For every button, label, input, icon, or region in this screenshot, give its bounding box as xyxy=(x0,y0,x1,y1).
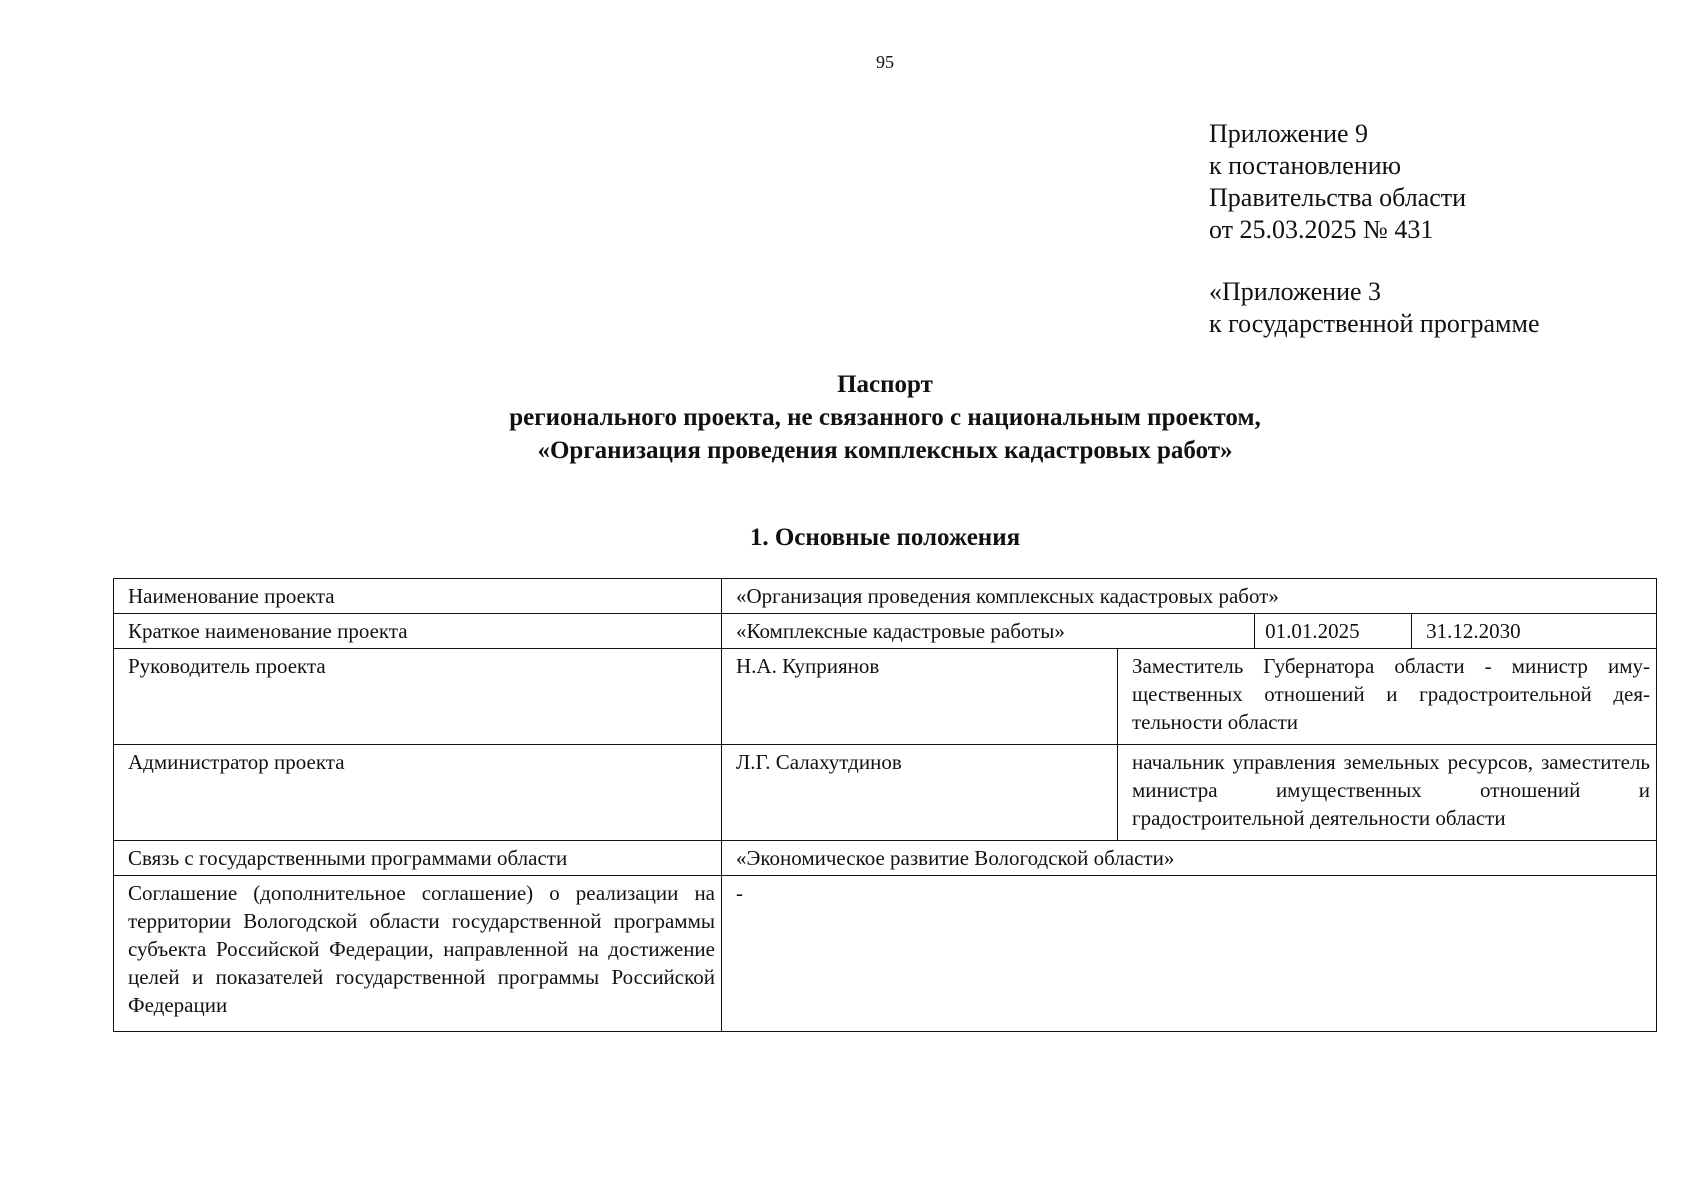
title-line-2: регионального проекта, не связанного с национальным проектом, xyxy=(509,404,1261,431)
appendix-line: от 25.03.2025 № 431 xyxy=(1209,215,1434,244)
administrator-position: начальник управления земельных ресурсов, заместитель министра имущественных отношений и градостроительной деятельности области xyxy=(1118,745,1657,841)
leader-position: Заместитель Губернатора области - министр имущественных отношений и градостроительной деятельности области xyxy=(1118,649,1657,745)
short-name-value: «Комплексные кадастровые работы» xyxy=(722,614,1255,649)
table-row-short-name xyxy=(114,614,1657,649)
appendix-line: Правительства области xyxy=(1209,183,1467,212)
table-row-administrator xyxy=(114,745,1657,841)
appendix-line: «Приложение 3 xyxy=(1209,277,1382,306)
administrator-name: Л.Г. Салахутдинов xyxy=(722,745,1118,841)
appendix-gap xyxy=(1209,246,1540,276)
appendix-line: к государственной программе xyxy=(1209,309,1540,338)
leader-label: Руководитель проекта xyxy=(114,649,722,745)
table-row-programs xyxy=(114,841,1657,876)
leader-name: Н.А. Куприянов xyxy=(722,649,1118,745)
appendix-line: Приложение 9 xyxy=(1209,119,1369,148)
short-name-dates xyxy=(1255,614,1657,649)
end-date: 31.12.2030 xyxy=(1426,619,1521,643)
table-row-name xyxy=(114,579,1657,614)
title-line-1: Паспорт xyxy=(837,371,933,398)
agreement-label: Соглашение (дополнительное соглашение) о реализации на территории Вологодской области государственной программы субъекта Российской Федерации, направленной на достижение целей и показателей государственной программы Российской Федерации xyxy=(114,876,722,1032)
appendix-block xyxy=(1209,118,1540,340)
title-line-3: «Организация проведения комплексных кадастровых работ» xyxy=(537,437,1233,464)
appendix-line: к постановлению xyxy=(1209,151,1402,180)
main-provisions-table xyxy=(113,578,1657,1032)
programs-value: «Экономическое развитие Вологодской области» xyxy=(722,841,1657,876)
table-row-agreement xyxy=(114,876,1657,1032)
start-date: 01.01.2025 xyxy=(1255,614,1412,648)
programs-label: Связь с государственными программами области xyxy=(114,841,722,876)
section-title: 1. Основные положения xyxy=(749,524,1021,551)
page-number: 95 xyxy=(876,52,894,72)
table-row-leader xyxy=(114,649,1657,745)
agreement-value: - xyxy=(722,876,1657,1032)
administrator-label: Администратор проекта xyxy=(114,745,722,841)
name-label: Наименование проекта xyxy=(114,579,722,614)
name-value: «Организация проведения комплексных кадастровых работ» xyxy=(722,579,1657,614)
short-name-label: Краткое наименование проекта xyxy=(114,614,722,649)
document-title xyxy=(0,368,1697,467)
